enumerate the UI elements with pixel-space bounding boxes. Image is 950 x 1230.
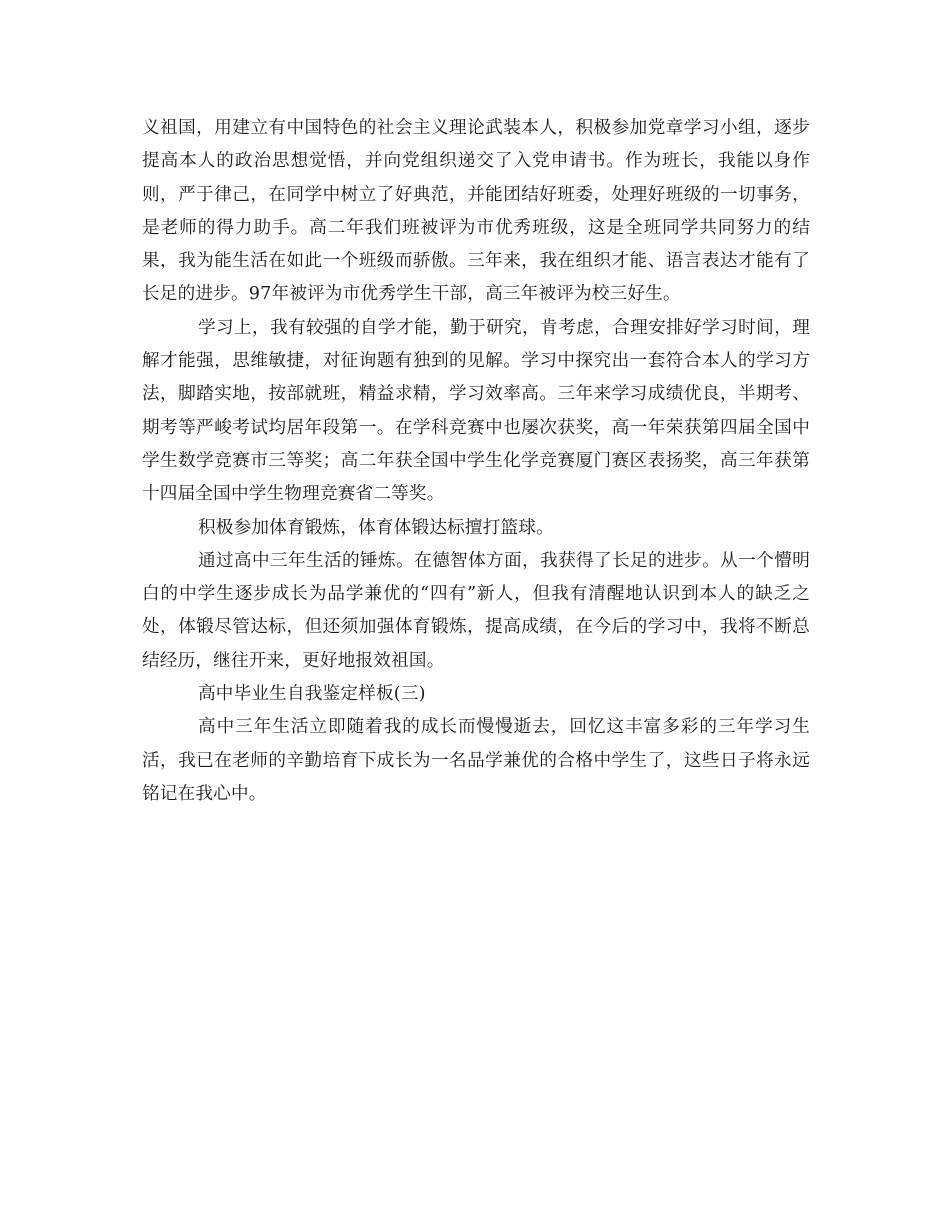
section-heading: 高中毕业生自我鉴定样板(三): [198, 684, 426, 705]
paragraph-4: 通过高中三年生活的锤炼。在德智体方面，我获得了长足的进步。从一个懵明白的中学生逐步成长为品学兼优的“四有”新人，但我有清醒地认识到本人的缺乏之处，体锻尽管达标，但还须加强体育锻炼，提高成绩，在今后的学习中，我将不断总结经历，继往开来，更好地报效祖国。: [142, 550, 810, 671]
paragraph-1: 义祖国，用建立有中国特色的社会主义理论武装本人，积极参加党章学习小组，逐步提高本人的政治思想觉悟，并向党组织递交了入党申请书。作为班长，我能以身作则，严于律己，在同学中树立了好典范，并能团结好班委，处理好班级的一切事务，是老师的得力助手。高二年我们班被评为市优秀班级，这是全班同学共同努力的结果，我为能生活在如此一个班级而骄傲。三年来，我在组织才能、语言表达才能有了长足的进步。97年被评为市优秀学生干部，高三年被评为校三好生。: [142, 118, 810, 305]
paragraph-3: 积极参加体育锻炼，体育体锻达标擅打篮球。: [198, 517, 554, 538]
document-body: [142, 112, 810, 811]
paragraph-5: 高中三年生活立即随着我的成长而慢慢逝去，回忆这丰富多彩的三年学习生活，我已在老师的辛勤培育下成长为一名品学兼优的合格中学生了，这些日子将永远铭记在我心中。: [142, 717, 810, 804]
paragraph-2: 学习上，我有较强的自学才能，勤于研究，肯考虑，合理安排好学习时间，理解才能强，思维敏捷，对征询题有独到的见解。学习中探究出一套符合本人的学习方法，脚踏实地，按部就班，精益求精，学习效率高。三年来学习成绩优良，半期考、期考等严峻考试均居年段第一。在学科竞赛中也屡次获奖，高一年荣获第四届全国中学生数学竞赛市三等奖；高二年获全国中学生化学竞赛厦门赛区表扬奖，高三年获第十四届全国中学生物理竞赛省二等奖。: [142, 317, 810, 505]
